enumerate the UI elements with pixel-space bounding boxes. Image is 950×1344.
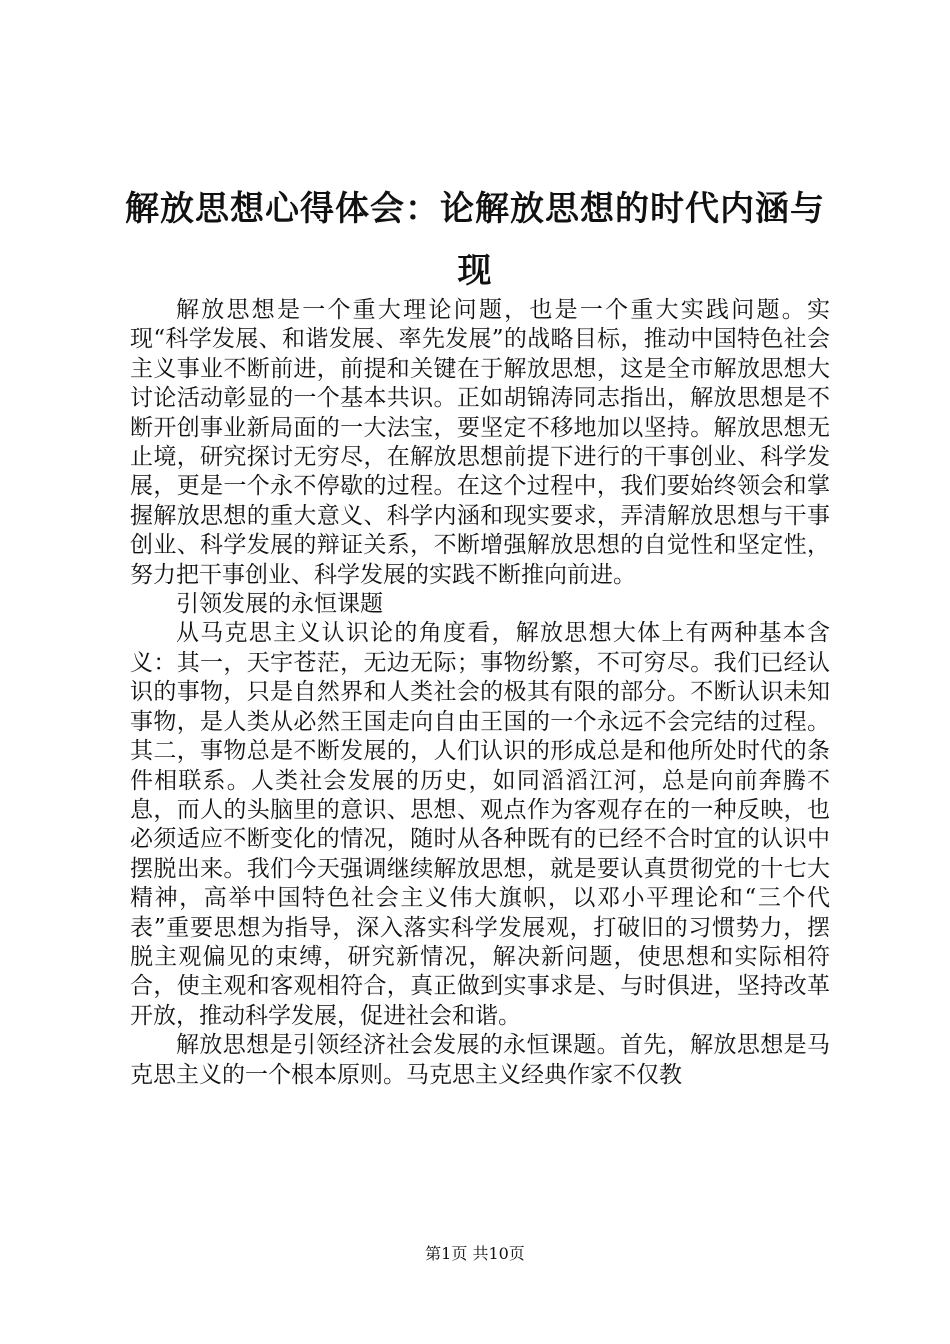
- document-body: [130, 296, 830, 1090]
- paragraph: 解放思想是引领经济社会发展的永恒课题。首先，解放思想是马克思主义的一个根本原则。马克思主义经典作家不仅教: [130, 1032, 830, 1088]
- document-title: 解放思想心得体会：论解放思想的时代内涵与现: [125, 189, 825, 291]
- paragraph: 从马克思主义认识论的角度看，解放思想大体上有两种基本含义：其一，天宇苍茫，无边无际；事物纷繁，不可穷尽。我们已经认识的事物，只是自然界和人类社会的极其有限的部分。不断认识未知事物，是人类从必然王国走向自由王国的一个永远不会完结的过程。其二，事物总是不断发展的，人们认识的形成总是和他所处时代的条件相联系。人类社会发展的历史，如同滔滔江河，总是向前奔腾不息，而人的头脑里的意识、思想、观点作为客观存在的一种反映，也必须适应不断变化的情况，随时从各种既有的已经不合时宜的认识中摆脱出来。我们今天强调继续解放思想，就是要认真贯彻党的十七大精神，高举中国特色社会主义伟大旗帜，以邓小平理论和“三个代表”重要思想为指导，深入落实科学发展观，打破旧的习惯势力，摆脱主观偏见的束缚，研究新情况，解决新问题，使思想和实际相符合，使主观和客观相符合，真正做到实事求是、与时俱进，坚持改革开放，推动科学发展，促进社会和谐。: [130, 620, 830, 1029]
- paragraph: 解放思想是一个重大理论问题，也是一个重大实践问题。实现“科学发展、和谐发展、率先发展”的战略目标，推动中国特色社会主义事业不断前进，前提和关键在于解放思想，这是全市解放思想大讨论活动彰显的一个基本共识。正如胡锦涛同志指出，解放思想是不断开创事业新局面的一大法宝，要坚定不移地加以坚持。解放思想无止境，研究探讨无穷尽，在解放思想前提下进行的干事创业、科学发展，更是一个永不停歇的过程。在这个过程中，我们要始终领会和掌握解放思想的重大意义、科学内涵和现实要求，弄清解放思想与干事创业、科学发展的辩证关系，不断增强解放思想的自觉性和坚定性，努力把干事创业、科学发展的实践不断推向前进。: [130, 297, 830, 588]
- section-heading: 引领发展的永恒课题: [176, 591, 383, 618]
- page-footer: 第1页 共10页: [425, 1244, 525, 1263]
